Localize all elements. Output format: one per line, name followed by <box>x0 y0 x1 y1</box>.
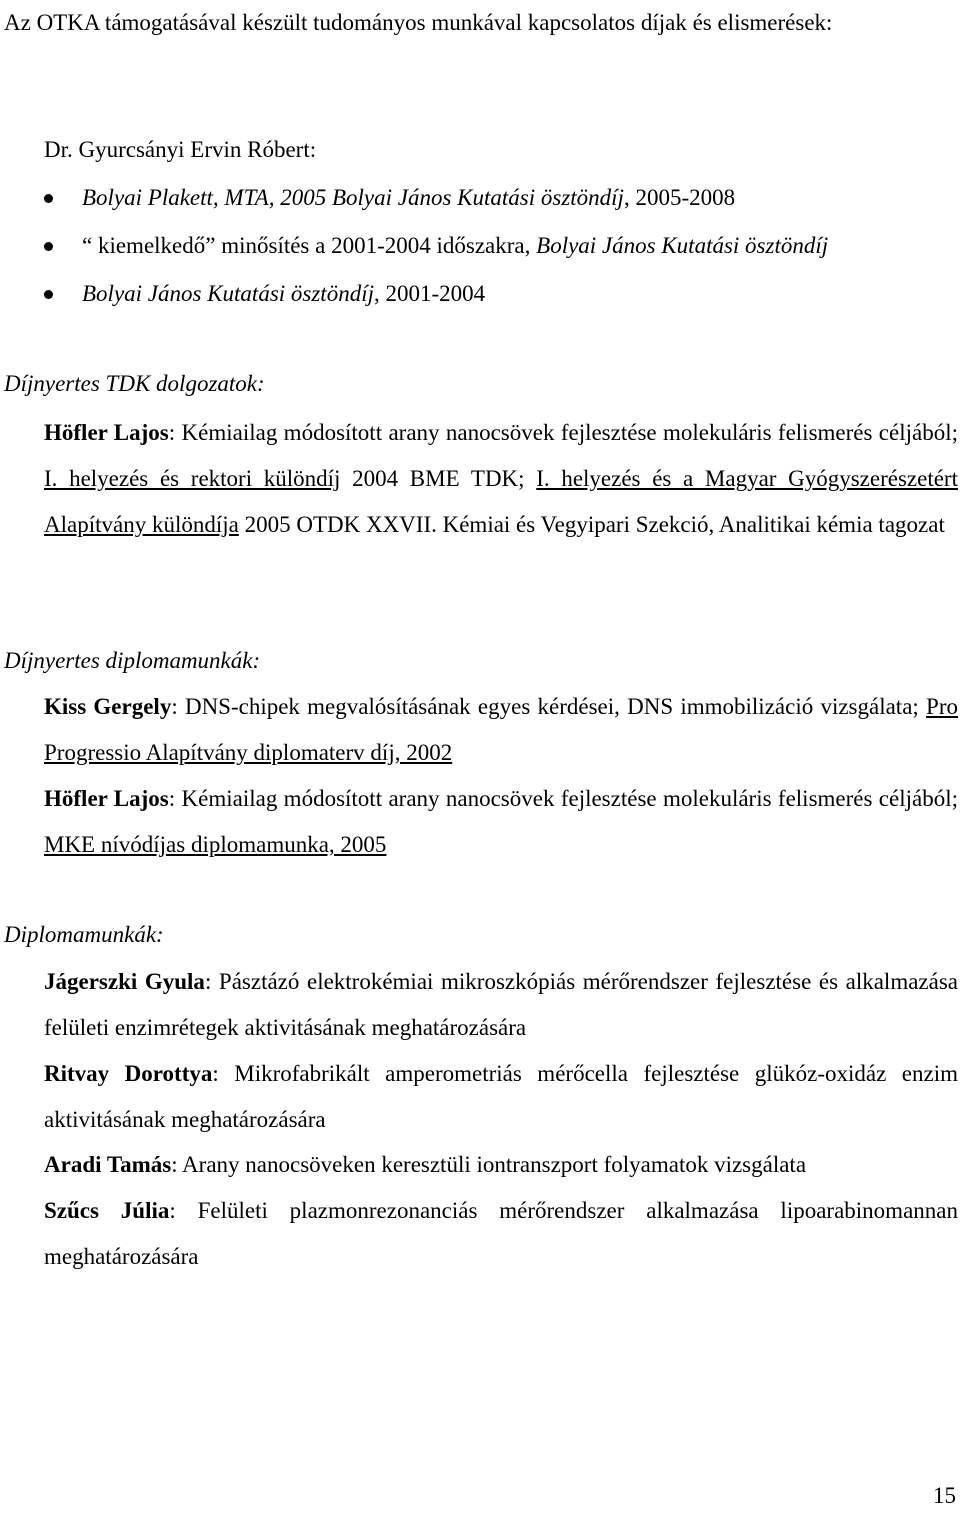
separator: : <box>168 420 176 445</box>
award-event: 2005 OTDK XXVII. Kémiai és Vegyipari Szekció, Analitikai kémia tagozat <box>238 512 945 537</box>
section-title-tdk: Díjnyertes TDK dolgozatok: <box>4 371 265 396</box>
student-name: Ritvay Dorottya <box>44 1061 213 1086</box>
section-title-diploma-awards: Díjnyertes diplomamunkák: <box>4 648 261 673</box>
award-name: MKE nívódíjas diplomamunka, 2005 <box>44 832 387 857</box>
thesis-title: Arany nanocsöveken keresztüli iontranszport folyamatok vizsgálata <box>177 1152 807 1177</box>
separator: : <box>204 969 212 994</box>
award-text: , 2005-2008 <box>623 185 736 210</box>
thesis-title: Felületi plazmonrezonanciás mérőrendszer alkalmazása lipoarabinomannan meghatározására <box>44 1198 958 1269</box>
award-event: 2004 BME TDK; <box>340 466 537 491</box>
thesis-title: DNS-chipek megvalósításának egyes kérdései, DNS immobilizáció vizsgálata; <box>177 694 927 719</box>
student-name: Jágerszki Gyula <box>44 969 205 994</box>
section-title-diplomas: Diplomamunkák: <box>4 922 164 947</box>
diploma-entry <box>44 1188 958 1280</box>
diploma-award-entry <box>44 684 958 776</box>
student-name: Kiss Gergely <box>44 694 172 719</box>
award-name: I. helyezés és rektori különdíj <box>44 466 341 491</box>
award-list <box>0 180 960 324</box>
student-name: Höfler Lajos <box>44 786 169 811</box>
separator: : <box>212 1061 219 1086</box>
award-text-italic: Bolyai Plakett, MTA, 2005 Bolyai János Kutatási ösztöndíj <box>82 185 624 210</box>
student-name: Aradi Tamás <box>44 1152 172 1177</box>
separator: : <box>171 1152 178 1177</box>
student-name: Szűcs Júlia <box>44 1198 170 1223</box>
separator: : <box>168 786 176 811</box>
bullet-icon <box>44 242 53 251</box>
diploma-entry <box>44 1142 958 1188</box>
list-item <box>0 276 960 324</box>
intro-heading: Az OTKA támogatásával készült tudományos munkával kapcsolatos díjak és elismerések: <box>4 10 833 35</box>
student-name: Höfler Lajos <box>44 420 169 445</box>
award-text-italic: Bolyai János Kutatási ösztöndíj <box>536 233 829 258</box>
bullet-icon <box>44 194 53 203</box>
thesis-title: Kémiailag módosított arany nanocsövek fejlesztése molekuláris felismerés céljából; <box>175 786 958 811</box>
tdk-entry <box>44 410 958 548</box>
thesis-title: Pásztázó elektrokémiai mikroszkópiás mérőrendszer fejlesztése és alkalmazása felületi enzimrétegek aktivitásának meghatározására <box>44 969 958 1040</box>
separator: : <box>169 1198 176 1223</box>
award-text: , 2001-2004 <box>373 281 486 306</box>
diploma-entry <box>44 959 958 1051</box>
list-item <box>0 228 960 276</box>
diploma-award-entry <box>44 776 958 868</box>
person-name: Dr. Gyurcsányi Ervin Róbert: <box>44 137 317 162</box>
award-text-italic: Bolyai János Kutatási ösztöndíj <box>82 281 374 306</box>
bullet-icon <box>44 290 53 299</box>
diploma-entry <box>44 1051 958 1143</box>
thesis-title: Kémiailag módosított arany nanocsövek fejlesztése molekuláris felismerés céljából; <box>175 420 958 445</box>
list-item <box>0 180 960 228</box>
thesis-title: Mikrofabrikált amperometriás mérőcella fejlesztése glükóz-oxidáz enzim aktivitásának meghatározására <box>44 1061 958 1132</box>
award-name: I. helyezés és a Magyar Gyógyszerészetért Alapítvány különdíja <box>44 466 958 537</box>
award-name: Pro Progressio Alapítvány diplomaterv díj, 2002 <box>44 694 958 765</box>
award-text: “ kiemelkedő” minősítés a 2001-2004 időszakra, <box>82 233 537 258</box>
separator: : <box>171 694 178 719</box>
page-number: 15 <box>933 1483 956 1508</box>
